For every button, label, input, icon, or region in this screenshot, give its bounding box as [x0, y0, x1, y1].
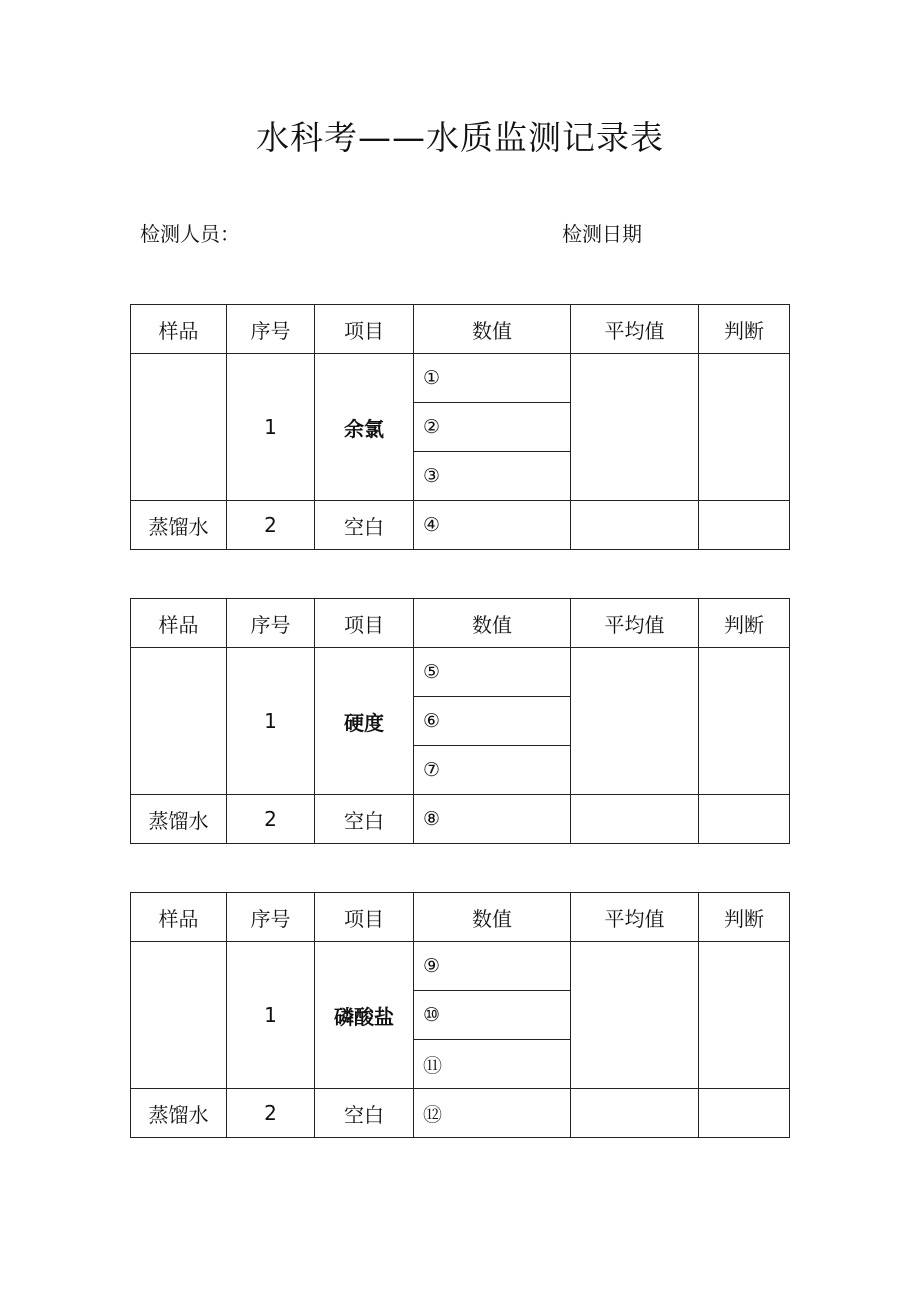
value-cell[interactable]: ④	[414, 501, 571, 550]
judgement-cell[interactable]	[699, 942, 790, 1089]
blank-row	[131, 795, 790, 844]
value-cell[interactable]: ⑦	[414, 746, 571, 795]
value-cell[interactable]: ①	[414, 354, 571, 403]
table-header-row	[131, 599, 790, 648]
value-cell[interactable]: ⑩	[414, 991, 571, 1040]
blank-row	[131, 501, 790, 550]
blank-item-cell: 空白	[315, 501, 414, 550]
average-cell[interactable]	[571, 648, 699, 795]
header-seq: 序号	[227, 599, 315, 648]
item-cell: 硬度	[315, 648, 414, 795]
judgement-cell[interactable]	[699, 1089, 790, 1138]
judgement-cell[interactable]	[699, 795, 790, 844]
value-cell[interactable]: ②	[414, 403, 571, 452]
blank-row	[131, 1089, 790, 1138]
seq-cell: 1	[227, 354, 315, 501]
header-sample: 样品	[131, 305, 227, 354]
value-cell[interactable]: ⑨	[414, 942, 571, 991]
value-cell[interactable]: ⑧	[414, 795, 571, 844]
judgement-cell[interactable]	[699, 354, 790, 501]
item-cell: 磷酸盐	[315, 942, 414, 1089]
record-table-phosphate	[130, 892, 790, 1138]
header-seq: 序号	[227, 893, 315, 942]
seq-cell: 2	[227, 795, 315, 844]
average-cell[interactable]	[571, 942, 699, 1089]
record-table-chlorine	[130, 304, 790, 550]
header-item: 项目	[315, 305, 414, 354]
item-cell: 余氯	[315, 354, 414, 501]
sample-cell[interactable]	[131, 648, 227, 795]
judgement-cell[interactable]	[699, 501, 790, 550]
value-cell[interactable]: ⑪	[414, 1040, 571, 1089]
average-cell[interactable]	[571, 795, 699, 844]
value-cell[interactable]: ⑤	[414, 648, 571, 697]
table-header-row	[131, 893, 790, 942]
header-average: 平均值	[571, 599, 699, 648]
header-item: 项目	[315, 599, 414, 648]
table-row	[131, 942, 790, 991]
header-average: 平均值	[571, 305, 699, 354]
average-cell[interactable]	[571, 1089, 699, 1138]
table-header-row	[131, 305, 790, 354]
seq-cell: 1	[227, 648, 315, 795]
table-row	[131, 648, 790, 697]
date-label: 检测日期	[562, 222, 642, 246]
seq-cell: 1	[227, 942, 315, 1089]
header-judgement: 判断	[699, 893, 790, 942]
average-cell[interactable]	[571, 354, 699, 501]
header-value: 数值	[414, 305, 571, 354]
header-item: 项目	[315, 893, 414, 942]
value-cell[interactable]: ③	[414, 452, 571, 501]
header-average: 平均值	[571, 893, 699, 942]
blank-sample-cell: 蒸馏水	[131, 795, 227, 844]
header-value: 数值	[414, 599, 571, 648]
header-seq: 序号	[227, 305, 315, 354]
page-title: 水科考——水质监测记录表	[256, 118, 664, 157]
header-judgement: 判断	[699, 599, 790, 648]
blank-sample-cell: 蒸馏水	[131, 501, 227, 550]
table-row	[131, 354, 790, 403]
blank-item-cell: 空白	[315, 795, 414, 844]
seq-cell: 2	[227, 501, 315, 550]
header-judgement: 判断	[699, 305, 790, 354]
header-sample: 样品	[131, 893, 227, 942]
sample-cell[interactable]	[131, 942, 227, 1089]
record-table-hardness	[130, 598, 790, 844]
value-cell[interactable]: ⑫	[414, 1089, 571, 1138]
blank-sample-cell: 蒸馏水	[131, 1089, 227, 1138]
header-value: 数值	[414, 893, 571, 942]
header-sample: 样品	[131, 599, 227, 648]
judgement-cell[interactable]	[699, 648, 790, 795]
value-cell[interactable]: ⑥	[414, 697, 571, 746]
seq-cell: 2	[227, 1089, 315, 1138]
blank-item-cell: 空白	[315, 1089, 414, 1138]
sample-cell[interactable]	[131, 354, 227, 501]
average-cell[interactable]	[571, 501, 699, 550]
inspector-label: 检测人员：	[140, 222, 240, 246]
